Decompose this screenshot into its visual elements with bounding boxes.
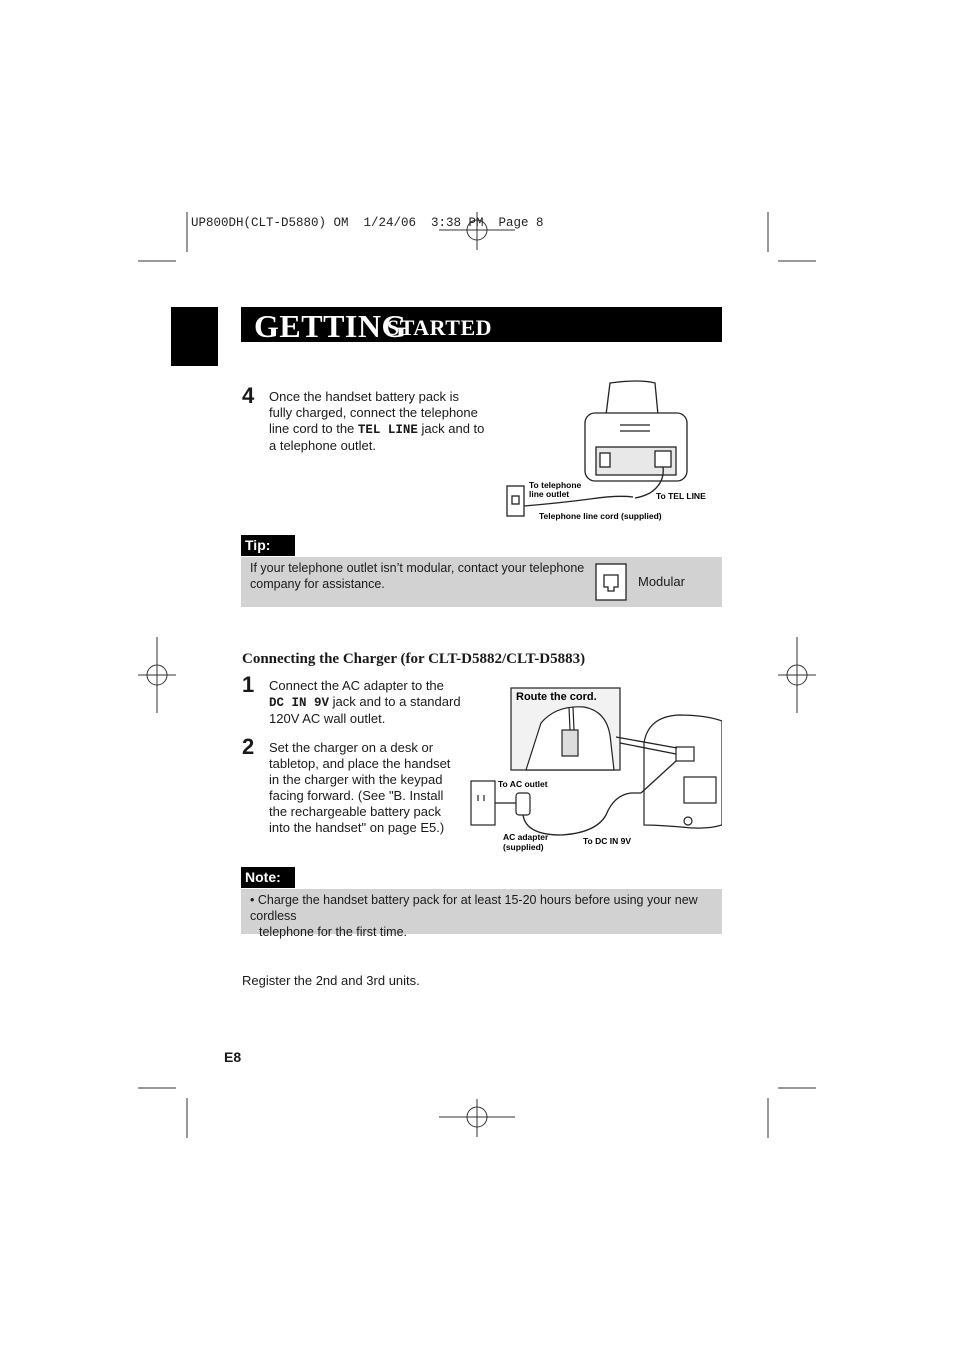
section-tab [171,307,218,366]
step-1-number: 1 [242,672,255,697]
tip-line: company for assistance. [250,577,385,591]
to-telephone-label: To telephone [529,480,582,490]
title-word-2: STARTED [387,315,493,340]
adapter-label: AC adapter [503,832,549,842]
step-4-line: Once the handset battery pack is [269,389,460,404]
tel-line-key: TEL LINE [357,423,418,437]
text: line cord to the [269,421,358,436]
to-dc-in-label: To DC IN 9V [583,836,632,846]
route-cord-label: Route the cord. [516,691,597,703]
page-title [241,307,722,342]
text: jack and to a standard [329,694,461,709]
adapter-label: (supplied) [503,842,544,852]
step-2-line: Set the charger on a desk or [269,740,434,755]
step-2-line: tabletop, and place the handset [269,756,451,771]
tip-line: If your telephone outlet isn’t modular, contact your telephone [250,561,585,575]
step-2-line: the rechargeable battery pack [269,804,441,819]
tip-box [241,557,722,607]
step-1-line [269,694,489,711]
step-2-number: 2 [242,734,255,759]
base-connection-illustration [500,375,722,525]
step-2-line: facing forward. (See "B. Install [269,788,444,803]
note-text [250,892,715,940]
text: jack and to [417,421,485,436]
note-box [241,889,722,939]
note-line: • Charge the handset battery pack for at least 15-20 hours before using your new cordless [250,893,698,923]
tip-text [250,560,590,592]
charger-heading: Connecting the Charger (for CLT-D5882/CLT-D5883) [242,651,586,667]
print-slug: UP800DH(CLT-D5880) OM 1/24/06 3:38 PM Page 8 [191,216,544,230]
step-4-number: 4 [242,383,255,408]
dc-in-key: DC IN 9V [269,696,330,710]
modular-jack-icon [595,563,627,601]
step-1-line: Connect the AC adapter to the [269,678,444,693]
cord-label: Telephone line cord (supplied) [539,511,662,521]
to-ac-outlet-label: To AC outlet [498,779,548,789]
step-4-text [269,389,509,454]
title-word-1: GETTING [254,308,407,344]
modular-label: Modular [638,574,685,589]
step-2-line: into the handset" on page E5.) [269,820,445,835]
step-4-line [269,421,509,438]
tip-label: Tip: [241,535,295,556]
step-1-line: 120V AC wall outlet. [269,711,386,726]
step-4-line: fully charged, connect the telephone [269,405,478,420]
step-4-line: a telephone outlet. [269,438,376,453]
step-2-text [269,740,489,836]
charger-connection-illustration [466,685,722,857]
step-1-text [269,678,489,727]
page-number: E8 [224,1049,242,1065]
to-tel-line-label: To TEL LINE [656,491,706,501]
note-line: telephone for the first time. [259,925,407,939]
note-label: Note: [241,867,295,888]
step-2-line: in the charger with the keypad [269,772,443,787]
register-text: Register the 2nd and 3rd units. [242,973,420,988]
to-telephone-label: line outlet [529,489,570,499]
